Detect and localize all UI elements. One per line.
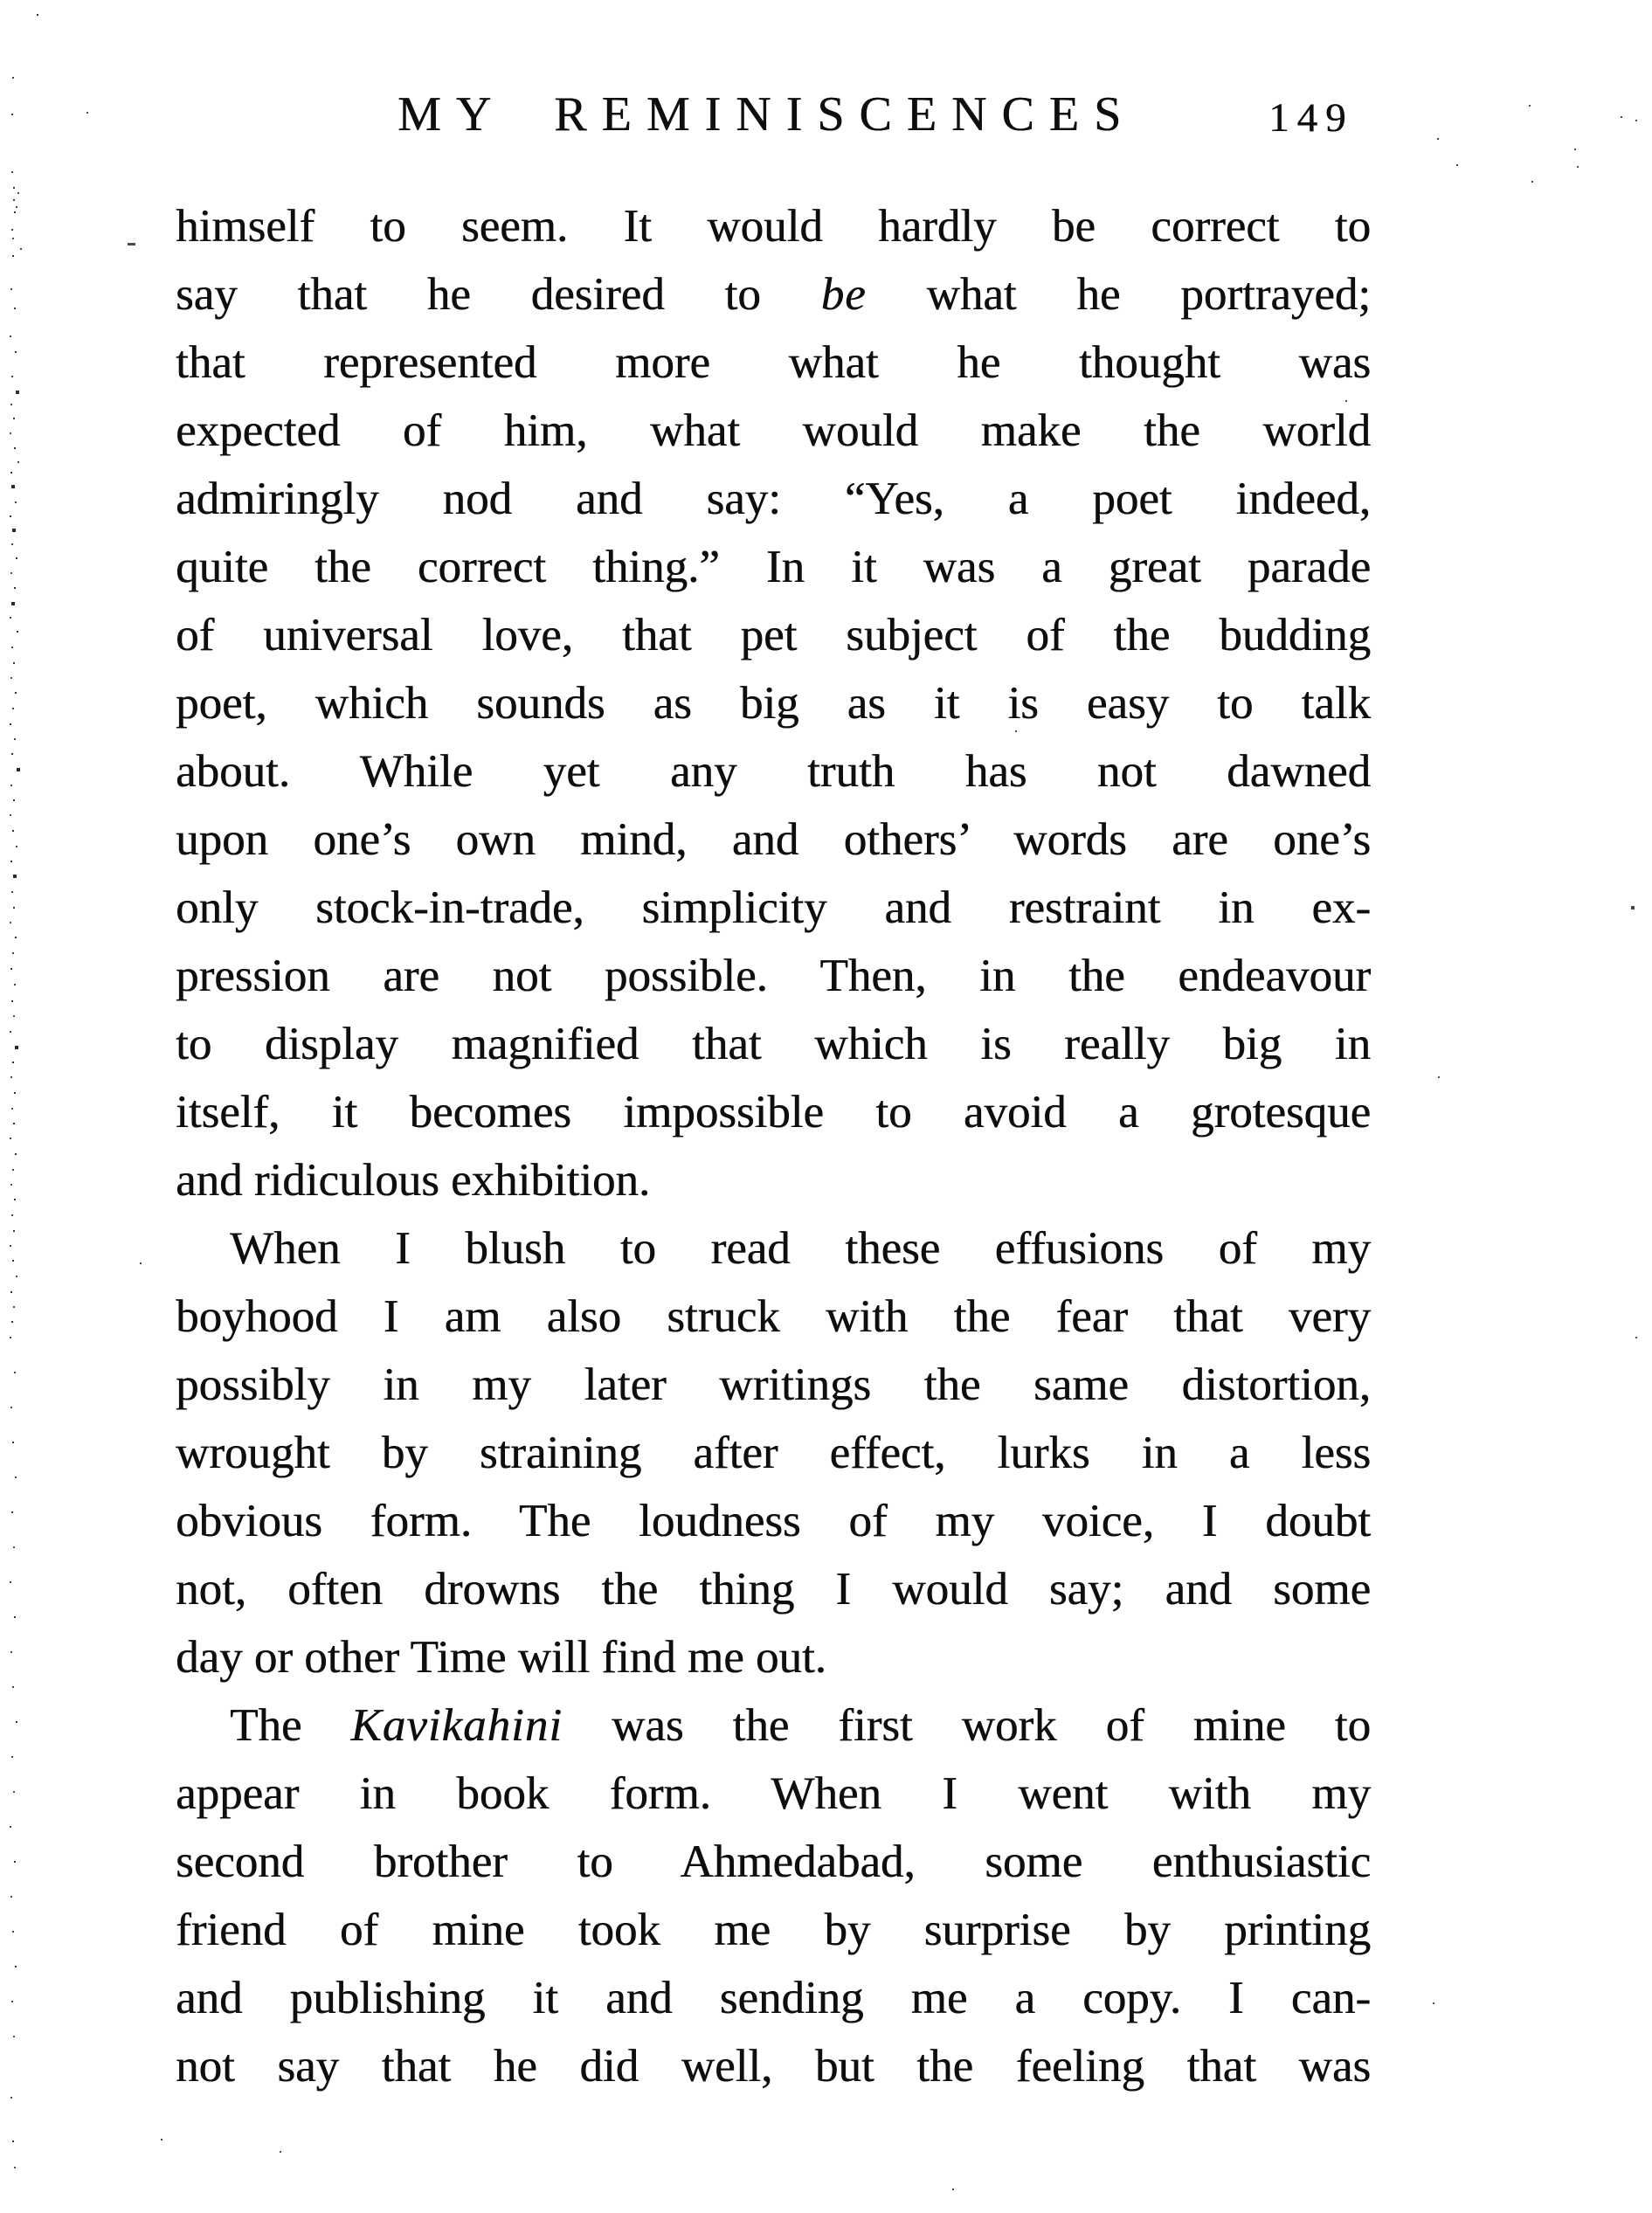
text-segment: about. While yet any truth has not dawned: [176, 746, 1371, 797]
text-line: [176, 533, 1371, 601]
text-segment: and ridiculous exhibition.: [176, 1155, 651, 1206]
text-segment: himself to seem. It would hardly be correct to: [176, 201, 1371, 252]
text-segment: expected of him, what would make the world: [176, 405, 1371, 456]
text-segment: friend of mine took me by surprise by printing: [176, 1905, 1371, 1955]
text-line: [176, 1010, 1371, 1078]
text-line: [176, 1419, 1371, 1487]
text-segment: only stock-in-trade, simplicity and restraint in ex-: [176, 882, 1371, 933]
text-line: [176, 1691, 1371, 1760]
text-segment: wrought by straining after effect, lurks in a less: [176, 1428, 1371, 1478]
text-segment: poet, which sounds as big as it is easy to talk: [176, 678, 1371, 729]
text-segment: The: [230, 1700, 351, 1751]
text-segment: and publishing it and sending me a copy. I can-: [176, 1973, 1371, 2023]
text-line: [176, 806, 1371, 874]
text-line: [176, 1623, 1371, 1691]
text-segment: say that he desired to: [176, 269, 821, 320]
text-line: [176, 328, 1371, 397]
text-line: [176, 737, 1371, 806]
text-line: [176, 1555, 1371, 1623]
text-segment: boyhood I am also struck with the fear that very: [176, 1291, 1371, 1342]
text-segment: pression are not possible. Then, in the endeavour: [176, 951, 1371, 1001]
text-line: [176, 1964, 1371, 2032]
text-line: [176, 1760, 1371, 1828]
text-segment: upon one’s own mind, and others’ words are one’s: [176, 814, 1371, 865]
text-segment: of universal love, that pet subject of the budding: [176, 610, 1371, 660]
text-segment: appear in book form. When I went with my: [176, 1768, 1371, 1819]
running-head-title: MY REMINISCENCES: [397, 87, 1137, 142]
text-segment: not say that he did well, but the feeling that was: [176, 2041, 1371, 2092]
text-line: [176, 874, 1371, 942]
scan-noise-speckles: [0, 0, 2, 2]
text-line: [176, 260, 1371, 328]
text-segment: possibly in my later writings the same distortion,: [176, 1359, 1371, 1410]
text-line: [176, 192, 1371, 260]
text-line: [176, 397, 1371, 465]
text-segment: admiringly nod and say: “Yes, a poet indeed,: [176, 474, 1371, 524]
text-segment: was the first work of mine to: [563, 1700, 1371, 1751]
text-segment: not, often drowns the thing I would say; and some: [176, 1564, 1371, 1615]
text-line: [176, 601, 1371, 669]
italic-text-segment: be: [820, 269, 867, 320]
text-line: [176, 1487, 1371, 1555]
text-segment: quite the correct thing.” In it was a great parade: [176, 542, 1371, 592]
text-segment: itself, it becomes impossible to avoid a grotesque: [176, 1087, 1371, 1138]
scan-dash-artifact: [128, 243, 135, 246]
text-line: [176, 465, 1371, 533]
text-line: [176, 1828, 1371, 1896]
text-line: [176, 2032, 1371, 2100]
text-line: [176, 1896, 1371, 1964]
text-line: [176, 1078, 1371, 1146]
text-segment: what he portrayed;: [866, 269, 1371, 320]
text-segment: When I blush to read these effusions of my: [230, 1223, 1371, 1274]
text-line: [176, 669, 1371, 737]
italic-text-segment: Kavikahini: [350, 1700, 563, 1751]
text-line: [176, 1351, 1371, 1419]
text-line: [176, 1283, 1371, 1351]
text-line: [176, 1214, 1371, 1283]
text-segment: obvious form. The loudness of my voice, I doubt: [176, 1496, 1371, 1546]
page-number: 149: [1268, 95, 1354, 141]
text-segment: that represented more what he thought was: [176, 337, 1371, 388]
page-body: [176, 192, 1371, 2100]
text-segment: day or other Time will find me out.: [176, 1632, 826, 1683]
text-segment: second brother to Ahmedabad, some enthusiastic: [176, 1836, 1371, 1887]
text-segment: to display magnified that which is really big in: [176, 1019, 1371, 1069]
text-line: [176, 942, 1371, 1010]
text-line: [176, 1146, 1371, 1214]
